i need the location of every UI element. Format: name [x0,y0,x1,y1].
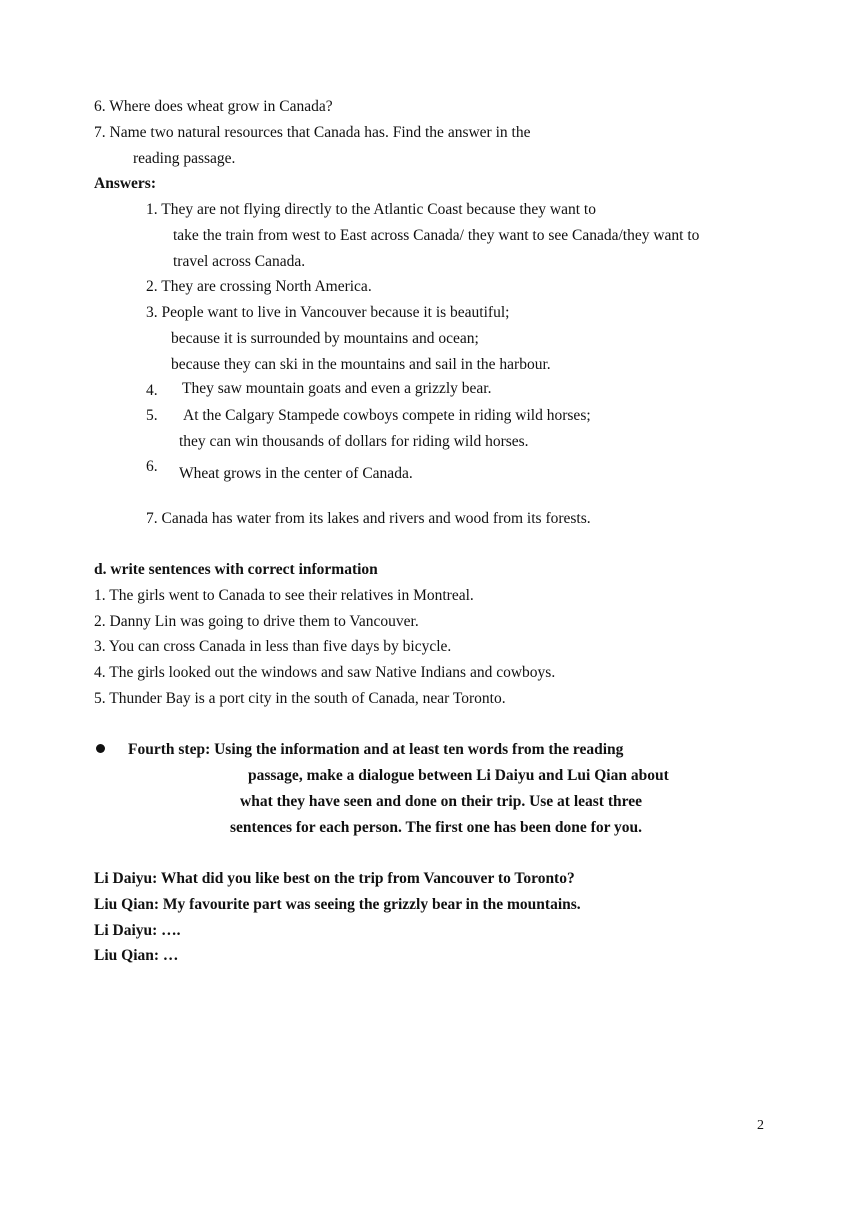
answer-7: 7. Canada has water from its lakes and rivers and wood from its forests. [146,510,591,527]
answer-2: 2. They are crossing North America. [146,278,372,295]
dialogue-line: Li Daiyu: What did you like best on the trip from Vancouver to Toronto? [94,870,575,887]
answer-1-line-2: take the train from west to East across Canada/ they want to see Canada/they want to [173,227,700,244]
answer-4-number: 4. [146,382,158,399]
answer-4-text: They saw mountain goats and even a grizzly bear. [182,380,492,397]
answer-3-line-2: because it is surrounded by mountains and ocean; [171,330,479,347]
answer-3-line-3: because they can ski in the mountains and sail in the harbour. [171,356,551,373]
section-d-item: 3. You can cross Canada in less than five days by bicycle. [94,638,452,655]
answer-3-line-1: 3. People want to live in Vancouver because it is beautiful; [146,304,510,321]
section-d-item: 1. The girls went to Canada to see their relatives in Montreal. [94,587,474,604]
fourth-step-line-1: Fourth step: Using the information and at least ten words from the reading [128,741,624,758]
section-d-item: 4. The girls looked out the windows and saw Native Indians and cowboys. [94,664,556,681]
page-number: 2 [757,1118,764,1133]
dialogue-line: Liu Qian: My favourite part was seeing the grizzly bear in the mountains. [94,896,581,913]
answer-5-number: 5. [146,407,158,424]
section-d-item: 2. Danny Lin was going to drive them to Vancouver. [94,613,419,630]
fourth-step-line-3: what they have seen and done on their trip. Use at least three [240,793,642,810]
section-d-item: 5. Thunder Bay is a port city in the south of Canada, near Toronto. [94,690,506,707]
section-d-heading: d. write sentences with correct information [94,561,378,578]
bullet-icon [96,744,105,753]
dialogue-line: Li Daiyu: …. [94,922,181,939]
fourth-step-line-2: passage, make a dialogue between Li Daiyu and Lui Qian about [248,767,669,784]
answer-5-line-2: they can win thousands of dollars for riding wild horses. [179,433,529,450]
fourth-step-line-4: sentences for each person. The first one has been done for you. [230,819,643,836]
answers-heading: Answers: [94,175,156,192]
answer-1-line-3: travel across Canada. [173,253,306,270]
dialogue-line: Liu Qian: … [94,947,179,964]
answer-6-number: 6. [146,458,158,475]
answer-1-line-1: 1. They are not flying directly to the Atlantic Coast because they want to [146,201,596,218]
answer-6-text: Wheat grows in the center of Canada. [179,465,413,482]
question-6: 6. Where does wheat grow in Canada? [94,98,333,115]
question-7-line-1: 7. Name two natural resources that Canada has. Find the answer in the [94,124,531,141]
answer-5-line-1: At the Calgary Stampede cowboys compete in riding wild horses; [183,407,591,424]
question-7-line-2: reading passage. [133,150,236,167]
